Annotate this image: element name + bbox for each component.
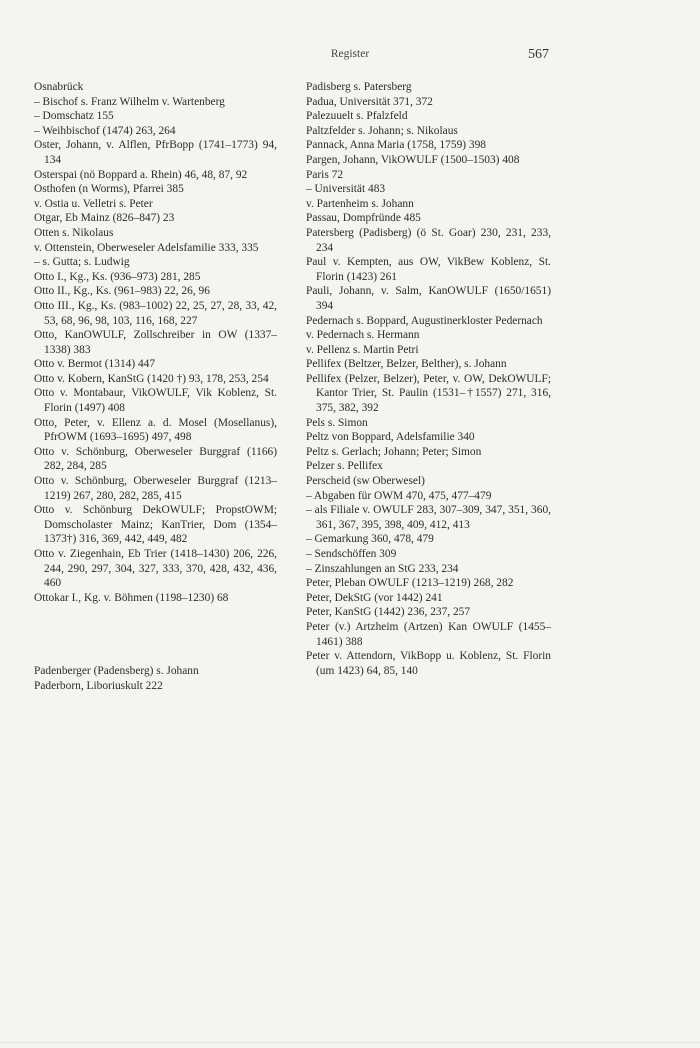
- index-entry: Peter, KanStG (1442) 236, 237, 257: [306, 606, 471, 619]
- index-entry: Padua, Universität 371, 372: [306, 95, 433, 108]
- index-entry: Paul v. Kempten, aus OW, VikBew Koblenz, St. Florin (1423) 261: [306, 256, 551, 283]
- index-entry: – Zinszahlungen an StG 233, 234: [306, 562, 459, 575]
- index-entry: Paltzfelder s. Johann; s. Nikolaus: [306, 124, 458, 137]
- index-entry: Ottokar I., Kg. v. Böhmen (1198–1230) 68: [34, 591, 229, 604]
- index-entry: Otto II., Kg., Ks. (961–983) 22, 26, 96: [34, 285, 210, 298]
- index-entry: v. Partenheim s. Johann: [306, 197, 414, 210]
- right-index-column: [306, 80, 551, 678]
- index-entry: v. Ottenstein, Oberweseler Adelsfamilie 333, 335: [34, 241, 259, 254]
- index-entry: Otto, Peter, v. Ellenz a. d. Mosel (Mosellanus), PfrOWM (1693–1695) 497, 498: [34, 416, 277, 444]
- index-entry: Otto v. Kobern, KanStG (1420 †) 93, 178, 253, 254: [34, 372, 269, 385]
- index-entry: Peter, DekStG (vor 1442) 241: [306, 591, 443, 604]
- index-entry: Oster, Johann, v. Alflen, PfrBopp (1741–1773) 94, 134: [34, 139, 277, 166]
- index-entry: – als Filiale v. OWULF 283, 307–309, 347, 351, 360, 361, 367, 395, 398, 409, 412, 413: [306, 504, 551, 531]
- index-entry: Peter (v.) Artzheim (Artzen) Kan OWULF (1455–1461) 388: [306, 620, 551, 648]
- index-entry: Osterspai (nö Boppard a. Rhein) 46, 48, 87, 92: [34, 168, 248, 181]
- index-entry: v. Pedernach s. Hermann: [306, 329, 420, 342]
- index-entry: – Universität 483: [306, 183, 386, 196]
- index-entry: Perscheid (sw Oberwesel): [306, 475, 425, 488]
- index-entry: Pedernach s. Boppard, Augustinerkloster Pedernach: [306, 314, 543, 327]
- index-entry: – Weihbischof (1474) 263, 264: [34, 124, 176, 137]
- index-entry: Otten s. Nikolaus: [34, 226, 114, 239]
- index-entry: Otto v. Ziegenhain, Eb Trier (1418–1430) 206, 226, 244, 290, 297, 304, 327, 333, 370, 428, 432, 436, 460: [34, 548, 277, 590]
- index-entry: Otto v. Bermot (1314) 447: [34, 358, 156, 371]
- index-entry: Otto v. Schönburg, Oberweseler Burggraf (1166) 282, 284, 285: [34, 445, 277, 473]
- index-entry: Pannack, Anna Maria (1758, 1759) 398: [306, 139, 486, 152]
- letter-section-gap: [34, 605, 277, 664]
- index-entry: Pels s. Simon: [306, 416, 368, 429]
- index-entry: Pauli, Johann, v. Salm, KanOWULF (1650/1651) 394: [306, 285, 551, 312]
- running-title: Register: [330, 48, 370, 60]
- index-entry: – Abgaben für OWM 470, 475, 477–479: [306, 489, 492, 502]
- index-entry: Passau, Dompfründe 485: [306, 212, 421, 225]
- index-entry: Pellifex (Beltzer, Belzer, Belther), s. Johann: [306, 358, 507, 371]
- index-entry: Otto v. Schönburg DekOWULF; PropstOWM; Domscholaster Mainz; KanTrier, Dom (1354–1373†) 316, 369, 442, 449, 482: [34, 504, 277, 546]
- index-entry: – Bischof s. Franz Wilhelm v. Wartenberg: [34, 95, 225, 108]
- index-entry: v. Pellenz s. Martin Petri: [306, 343, 419, 356]
- index-entry: Padenberger (Padensberg) s. Johann: [34, 665, 199, 678]
- page-number: 567: [528, 47, 549, 62]
- index-entry: Otgar, Eb Mainz (826–847) 23: [34, 212, 175, 225]
- page-bottom-edge: [0, 1042, 700, 1043]
- index-entry: – Gemarkung 360, 478, 479: [306, 533, 434, 546]
- index-entry: Paris 72: [306, 168, 344, 181]
- index-entry: – Domschatz 155: [34, 110, 114, 123]
- index-entry: Otto v. Schönburg, Oberweseler Burggraf (1213–1219) 267, 280, 282, 285, 415: [34, 475, 277, 502]
- left-index-column: [34, 80, 277, 694]
- index-entry: Paderborn, Liboriuskult 222: [34, 679, 163, 692]
- index-entry: Osnabrück: [34, 81, 84, 93]
- index-entry: Otto III., Kg., Ks. (983–1002) 22, 25, 27, 28, 33, 42, 53, 68, 96, 98, 103, 116, 168, 227: [34, 299, 277, 327]
- index-entry: v. Ostia u. Velletri s. Peter: [34, 197, 153, 210]
- index-entry: Peltz s. Gerlach; Johann; Peter; Simon: [306, 445, 482, 458]
- index-entry: Peltz von Boppard, Adelsfamilie 340: [306, 431, 475, 444]
- index-entry: – Sendschöffen 309: [306, 548, 397, 560]
- index-entry: Otto, KanOWULF, Zollschreiber in OW (1337–1338) 383: [34, 329, 277, 356]
- index-entry: Pelzer s. Pellifex: [306, 460, 383, 473]
- index-entry: Otto v. Montabaur, VikOWULF, Vik Koblenz, St. Florin (1497) 408: [34, 387, 277, 415]
- index-entry: Patersberg (Padisberg) (ö St. Goar) 230, 231, 233, 234: [306, 226, 551, 254]
- index-entry: Osthofen (n Worms), Pfarrei 385: [34, 183, 184, 196]
- index-entry: Peter v. Attendorn, VikBopp u. Koblenz, St. Florin (um 1423) 64, 85, 140: [306, 650, 551, 677]
- index-entry: Peter, Pleban OWULF (1213–1219) 268, 282: [306, 577, 514, 590]
- index-entry: – s. Gutta; s. Ludwig: [34, 256, 130, 269]
- index-entry: Otto I., Kg., Ks. (936–973) 281, 285: [34, 270, 201, 283]
- index-entry: Pellifex (Pelzer, Belzer), Peter, v. OW, DekOWULF; Kantor Trier, St. Paulin (1531–†1557) 271, 316, 375, 382, 392: [306, 372, 551, 415]
- index-entry: Padisberg s. Patersberg: [306, 81, 412, 93]
- index-entry: Palezuuelt s. Pfalzfeld: [306, 110, 408, 123]
- index-entry: Pargen, Johann, VikOWULF (1500–1503) 408: [306, 153, 520, 166]
